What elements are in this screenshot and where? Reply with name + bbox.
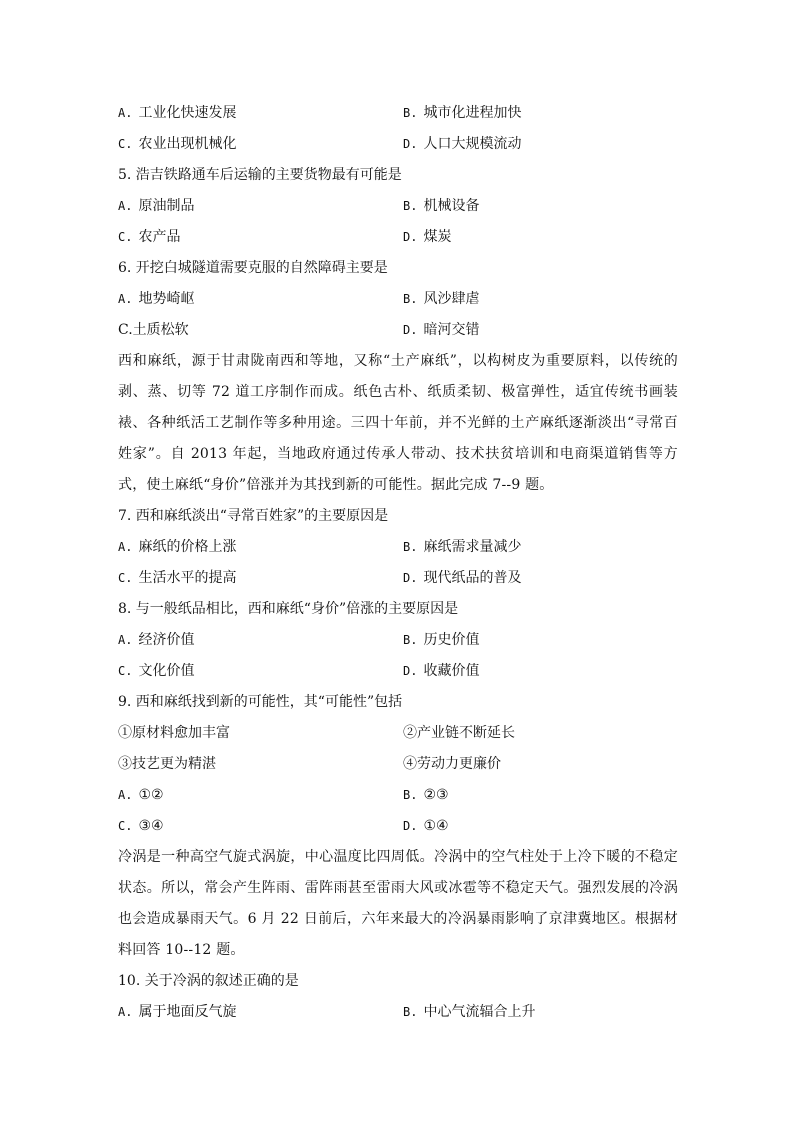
q9-statement-2: ②产业链不断延长 bbox=[403, 725, 515, 741]
q10-stem: 10. 关于冷涡的叙述正确的是 bbox=[118, 973, 299, 989]
q6-option-c: C.土质松软 bbox=[118, 322, 189, 338]
q7-stem: 7. 西和麻纸淡出“寻常百姓家”的主要原因是 bbox=[118, 508, 389, 524]
q9-options-row1 bbox=[118, 780, 678, 811]
q5-options-row2 bbox=[118, 222, 678, 253]
q5-options-row1 bbox=[118, 191, 678, 222]
q4-options-row1 bbox=[118, 98, 678, 129]
q4-option-d: D. 人口大规模流动 bbox=[403, 136, 522, 152]
q8-option-d: D. 收藏价值 bbox=[403, 663, 480, 679]
q10-options-row1 bbox=[118, 997, 678, 1028]
q10-option-a: A. 属于地面反气旋 bbox=[118, 1004, 237, 1020]
q8-option-a: A. 经济价值 bbox=[118, 632, 195, 648]
q5-stem: 5. 浩吉铁路通车后运输的主要货物最有可能是 bbox=[118, 167, 402, 183]
q9-statements-row1 bbox=[118, 718, 678, 749]
q9-statement-4: ④劳动力更廉价 bbox=[403, 756, 501, 772]
q8-option-c: C. 文化价值 bbox=[118, 663, 195, 679]
q9-statement-3: ③技艺更为精湛 bbox=[118, 756, 216, 772]
q5-option-c: C. 农产品 bbox=[118, 229, 181, 245]
passage-cold-vortex: 冷涡是一种高空气旋式涡旋，中心温度比四周低。冷涡中的空气柱处于上冷下暖的不稳定状态。所以，常会产生阵雨、雷阵雨甚至雷雨大风或冰雹等不稳定天气。强烈发展的冷涡也会造成暴雨天气。6 月 22 日前后，六年来最大的冷涡暴雨影响了京津冀地区。根据材料回答 10--12 题。 bbox=[118, 849, 678, 958]
q6-option-d: D. 暗河交错 bbox=[403, 322, 480, 338]
q4-option-c: C. 农业出现机械化 bbox=[118, 136, 237, 152]
q6-stem: 6. 开挖白城隧道需要克服的自然障碍主要是 bbox=[118, 260, 388, 276]
q7-option-b: B. 麻纸需求量减少 bbox=[403, 539, 522, 555]
q6-option-b: B. 风沙肆虐 bbox=[403, 291, 480, 307]
q6-options-row2 bbox=[118, 315, 678, 346]
q4-options-row2 bbox=[118, 129, 678, 160]
q7-option-c: C. 生活水平的提高 bbox=[118, 570, 237, 586]
q9-option-d: D. ①④ bbox=[403, 818, 449, 834]
q10-option-b: B. 中心气流辐合上升 bbox=[403, 1004, 536, 1020]
q9-stem: 9. 西和麻纸找到新的可能性，其“可能性”包括 bbox=[118, 694, 403, 710]
q8-stem: 8. 与一般纸品相比，西和麻纸“身价”倍涨的主要原因是 bbox=[118, 601, 459, 617]
q9-statement-1: ①原材料愈加丰富 bbox=[118, 725, 230, 741]
q8-options-row1 bbox=[118, 625, 678, 656]
q5-option-d: D. 煤炭 bbox=[403, 229, 452, 245]
q7-options-row1 bbox=[118, 532, 678, 563]
q5-option-b: B. 机械设备 bbox=[403, 198, 480, 214]
q8-options-row2 bbox=[118, 656, 678, 687]
q8-option-b: B. 历史价值 bbox=[403, 632, 480, 648]
q9-options-row2 bbox=[118, 811, 678, 842]
q4-option-b: B. 城市化进程加快 bbox=[403, 105, 522, 121]
q9-option-a: A. ①② bbox=[118, 787, 164, 803]
q4-option-a: A. 工业化快速发展 bbox=[118, 105, 237, 121]
q9-statements-row2 bbox=[118, 749, 678, 780]
q6-option-a: A. 地势崎岖 bbox=[118, 291, 195, 307]
q6-options-row1 bbox=[118, 284, 678, 315]
q7-options-row2 bbox=[118, 563, 678, 594]
q7-option-d: D. 现代纸品的普及 bbox=[403, 570, 522, 586]
q9-option-c: C. ③④ bbox=[118, 818, 164, 834]
exam-page bbox=[118, 98, 678, 1028]
passage-xihe-paper: 西和麻纸，源于甘肃陇南西和等地，又称“土产麻纸”，以构树皮为重要原料，以传统的剥、蒸、切等 72 道工序制作而成。纸色古朴、纸质柔韧、极富弹性，适宜传统书画装裱、各种纸活工艺制作等多种用途。三四十年前，并不光鲜的土产麻纸逐渐淡出“寻常百姓家”。自 2013 年起，当地政府通过传承人带动、技术扶贫培训和电商渠道销售等方式，使土麻纸“身价”倍涨并为其找到新的可能性。据此完成 7--9 题。 bbox=[118, 353, 678, 493]
q5-option-a: A. 原油制品 bbox=[118, 198, 195, 214]
q9-option-b: B. ②③ bbox=[403, 787, 449, 803]
q7-option-a: A. 麻纸的价格上涨 bbox=[118, 539, 237, 555]
